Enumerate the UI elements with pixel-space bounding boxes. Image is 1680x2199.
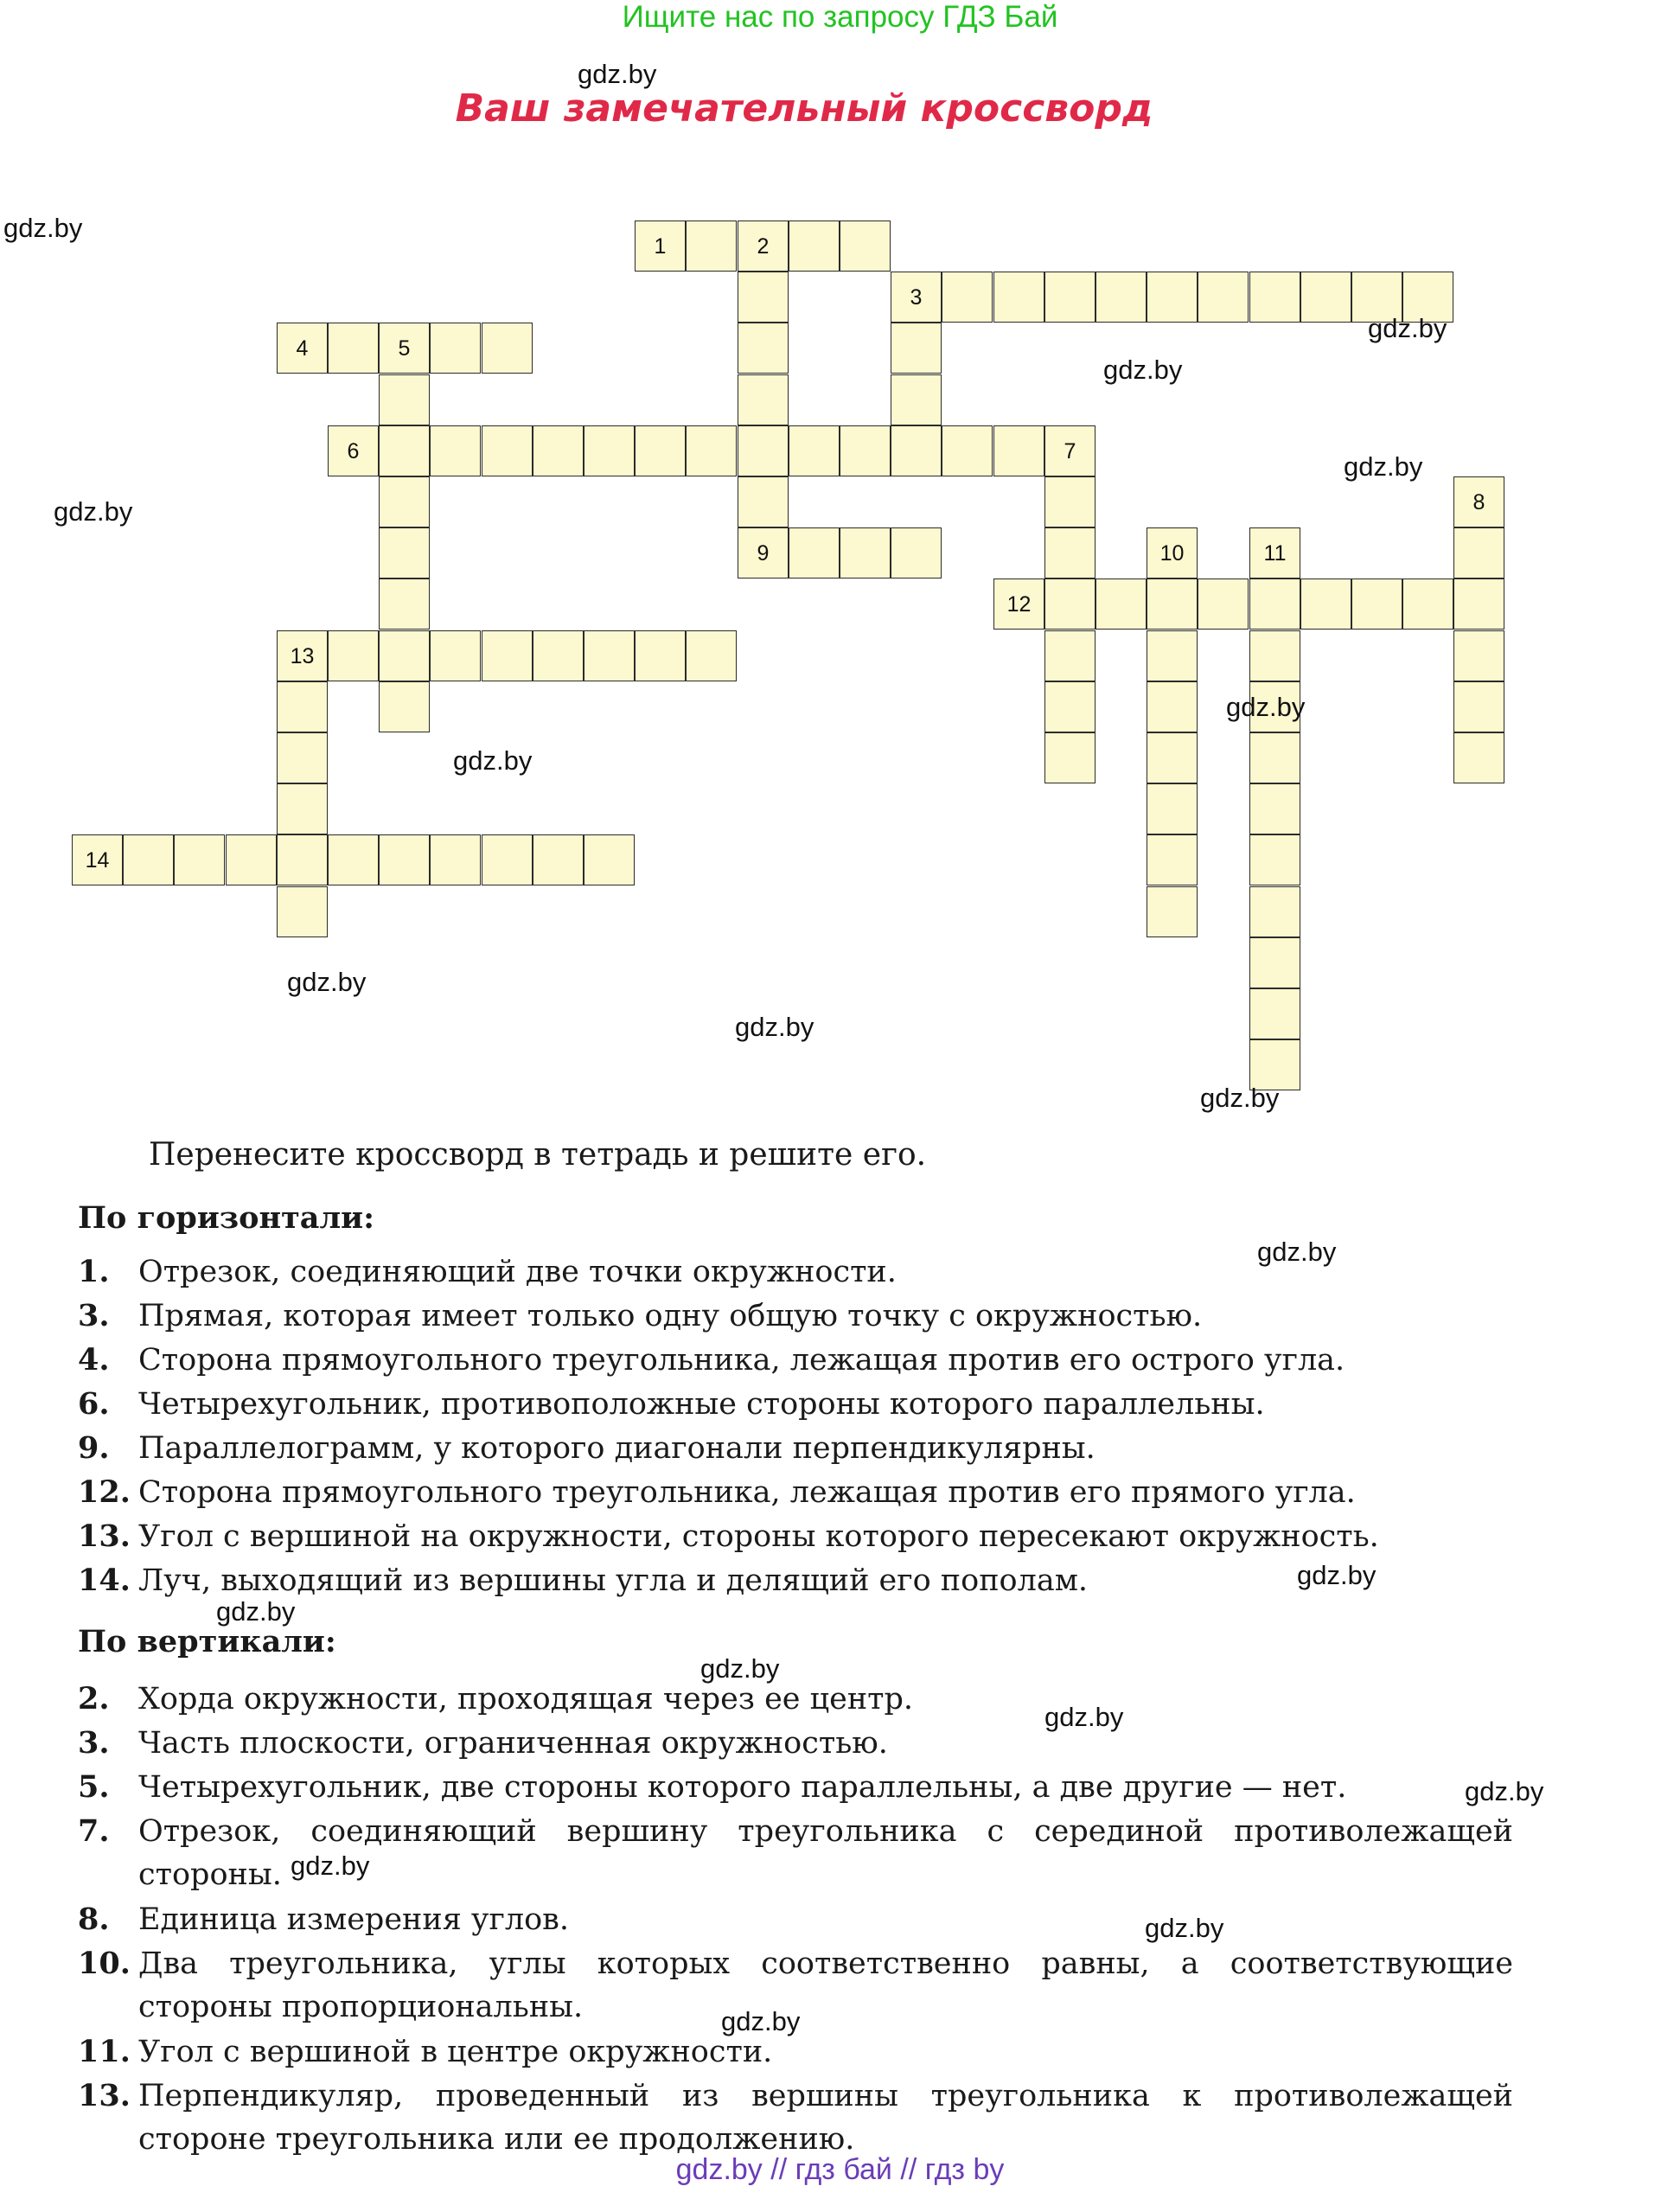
crossword-cell [1147, 886, 1198, 937]
watermark: gdz.by [1200, 1083, 1280, 1113]
crossword-cell [1044, 527, 1096, 579]
crossword-cell [942, 425, 993, 476]
clue-number: 4 [296, 336, 309, 361]
watermark: gdz.by [1297, 1560, 1377, 1590]
crossword-cell [1044, 732, 1096, 783]
crossword-cell [584, 834, 635, 885]
clue-number: 8 [1472, 490, 1485, 515]
crossword-cell [1044, 681, 1096, 732]
clue-v-13: 13. Перпендикуляр, проведенный из вершины треугольника к противолежащей стороне треугольника или ее продолжению. [78, 2078, 1513, 2157]
clue-number: 2 [757, 234, 770, 259]
horizontal-heading: По горизонтали: [78, 1200, 375, 1236]
clue-number: 13 [290, 644, 315, 668]
crossword-cell [328, 425, 379, 476]
clue-h-6: 6. Четырехугольник, противоположные стороны которого параллельны. [78, 1386, 1265, 1422]
crossword-cell [123, 834, 174, 885]
clue-number: 11 [1263, 541, 1287, 566]
clue-h-1: 1. Отрезок, соединяющий две точки окружности. [78, 1254, 897, 1289]
watermark: gdz.by [1465, 1776, 1544, 1806]
crossword-cell [174, 834, 225, 885]
clue-h-13: 13. Угол с вершиной на окружности, стороны которого пересекают окружность. [78, 1518, 1379, 1554]
clue-v-2: 2. Хорда окружности, проходящая через ее центр. [78, 1681, 914, 1716]
crossword-cell [1147, 527, 1198, 579]
crossword-cell [1147, 783, 1198, 834]
crossword-cell [379, 527, 430, 579]
crossword-cell [891, 374, 942, 425]
crossword-cell [1300, 272, 1351, 323]
crossword-cell [1147, 579, 1198, 630]
clue-h-9: 9. Параллелограмм, у которого диагонали перпендикулярны. [78, 1430, 1096, 1466]
crossword-cell [1044, 476, 1096, 527]
crossword-cell [1249, 937, 1300, 988]
crossword-cell [1198, 272, 1249, 323]
crossword-cell [635, 425, 686, 476]
clue-v-5: 5. Четырехугольник, две стороны которого параллельны, а две другие — нет. [78, 1769, 1347, 1805]
watermark: gdz.by [287, 967, 367, 997]
watermark: gdz.by [721, 2006, 801, 2036]
watermark: gdz.by [1257, 1237, 1337, 1267]
watermark: gdz.by [3, 213, 83, 243]
clue-number: 14 [85, 848, 110, 873]
vertical-heading: По вертикали: [78, 1624, 336, 1659]
crossword-cell [686, 425, 737, 476]
crossword-cell [584, 425, 635, 476]
crossword-cell [482, 323, 533, 374]
crossword-cell [686, 630, 737, 681]
clue-number: 6 [347, 439, 360, 463]
crossword-cell [1249, 732, 1300, 783]
crossword-cell [891, 272, 942, 323]
crossword-cell [533, 630, 584, 681]
clue-v-10: 10. Два треугольника, углы которых соответственно равны, а соответствующие стороны пропорциональны. [78, 1946, 1513, 2024]
crossword-cell [430, 323, 481, 374]
crossword-cell [533, 834, 584, 885]
clue-number: 12 [1006, 592, 1032, 617]
crossword-cell [1044, 425, 1096, 476]
crossword-cell [1453, 476, 1504, 527]
top-banner: Ищите нас по запросу ГДЗ Бай [622, 0, 1058, 34]
watermark: gdz.by [54, 496, 133, 527]
crossword-cell [379, 681, 430, 732]
crossword-cell [1249, 783, 1300, 834]
clue-v-8: 8. Единица измерения углов. [78, 1902, 569, 1937]
crossword-cell [1044, 272, 1096, 323]
clue-v-11: 11. Угол с вершиной в центре окружности. [78, 2034, 773, 2069]
crossword-cell [1249, 527, 1300, 579]
crossword-cell [635, 630, 686, 681]
crossword-cell [1147, 834, 1198, 885]
crossword-cell [379, 579, 430, 630]
crossword-cell [1044, 630, 1096, 681]
crossword-cell [1249, 886, 1300, 937]
crossword-cell [738, 425, 789, 476]
crossword-cell [1453, 527, 1504, 579]
crossword-cell [430, 630, 481, 681]
clue-v-7: 7. Отрезок, соединяющий вершину треугольника с серединой противолежащей стороны. [78, 1813, 1513, 1892]
crossword-cell [277, 834, 328, 885]
watermark: gdz.by [453, 745, 533, 776]
crossword-cell [1249, 834, 1300, 885]
clue-h-3: 3. Прямая, которая имеет только одну общую точку с окружностью. [78, 1298, 1203, 1333]
crossword-cell [993, 425, 1044, 476]
crossword-cell [328, 630, 379, 681]
crossword-cell [72, 834, 123, 885]
crossword-cell [738, 272, 789, 323]
crossword-cell [277, 783, 328, 834]
crossword-cell [1147, 681, 1198, 732]
clue-number: 5 [398, 336, 411, 361]
crossword-cell [891, 425, 942, 476]
watermark: gdz.by [735, 1012, 814, 1042]
crossword-cell [1147, 630, 1198, 681]
watermark: gdz.by [578, 59, 657, 89]
crossword-cell [379, 425, 430, 476]
watermark: gdz.by [1344, 451, 1423, 482]
crossword-cell [277, 732, 328, 783]
crossword-cell [482, 425, 533, 476]
crossword-cell [738, 476, 789, 527]
crossword-cell [1147, 732, 1198, 783]
crossword-cell [1453, 630, 1504, 681]
crossword-cell [328, 323, 379, 374]
clue-h-14: 14. Луч, выходящий из вершины угла и делящий его пополам. [78, 1563, 1089, 1598]
clue-number: 10 [1159, 541, 1185, 566]
watermark: gdz.by [1226, 692, 1306, 722]
watermark: gdz.by [291, 1851, 370, 1881]
crossword-cell [379, 630, 430, 681]
clue-number: 7 [1064, 439, 1076, 463]
watermark: gdz.by [700, 1653, 780, 1684]
crossword-cell [1351, 579, 1402, 630]
crossword-cell [1096, 272, 1147, 323]
crossword-cell [226, 834, 277, 885]
clue-number: 9 [757, 541, 770, 566]
clue-number: 1 [654, 234, 667, 259]
crossword-cell [277, 630, 328, 681]
crossword-cell [1147, 272, 1198, 323]
clue-h-12: 12. Сторона прямоугольного треугольника, лежащая против его прямого угла. [78, 1474, 1356, 1510]
crossword-cell [533, 425, 584, 476]
crossword-cell [686, 221, 737, 272]
crossword-cell [789, 425, 840, 476]
watermark: gdz.by [216, 1596, 296, 1627]
crossword-cell [1249, 272, 1300, 323]
clue-number: 3 [910, 285, 923, 310]
watermark: gdz.by [1103, 355, 1183, 385]
watermark: gdz.by [1044, 1702, 1124, 1732]
crossword-cell [1300, 579, 1351, 630]
crossword-cell [738, 221, 789, 272]
crossword-cell [584, 630, 635, 681]
crossword-cell [942, 272, 993, 323]
crossword-cell [840, 527, 891, 579]
crossword-cell [891, 527, 942, 579]
instruction-text: Перенесите кроссворд в тетрадь и решите его. [149, 1137, 927, 1173]
crossword-cell [738, 323, 789, 374]
watermark: gdz.by [1368, 313, 1447, 343]
crossword-cell [1453, 681, 1504, 732]
crossword-cell [1453, 579, 1504, 630]
crossword-cell [430, 834, 481, 885]
crossword-cell [482, 834, 533, 885]
crossword-cell [1402, 579, 1453, 630]
crossword-cell [1044, 579, 1096, 630]
crossword-cell [1096, 579, 1147, 630]
crossword-cell [1249, 988, 1300, 1039]
crossword-cell [789, 527, 840, 579]
crossword-cell [840, 425, 891, 476]
crossword-cell [328, 834, 379, 885]
crossword-cell [789, 221, 840, 272]
crossword-cell [277, 886, 328, 937]
watermark: gdz.by [1145, 1913, 1224, 1943]
crossword-cell [379, 323, 430, 374]
crossword-cell [635, 221, 686, 272]
crossword-cell [379, 834, 430, 885]
crossword-cell [738, 527, 789, 579]
crossword-cell [1249, 579, 1300, 630]
crossword-cell [277, 323, 328, 374]
crossword-cell [482, 630, 533, 681]
crossword-cell [1198, 579, 1249, 630]
footer-links: gdz.by // гдз бай // гдз by [675, 2153, 1005, 2186]
clue-v-3: 3. Часть плоскости, ограниченная окружностью. [78, 1725, 888, 1761]
crossword-cell [277, 681, 328, 732]
crossword-cell [1249, 630, 1300, 681]
crossword-cell [1453, 732, 1504, 783]
crossword-cell [738, 374, 789, 425]
clue-h-4: 4. Сторона прямоугольного треугольника, лежащая против его острого угла. [78, 1342, 1345, 1378]
crossword-cell [379, 374, 430, 425]
crossword-cell [840, 221, 891, 272]
crossword-cell [891, 323, 942, 374]
crossword-cell [993, 579, 1044, 630]
crossword-cell [430, 425, 481, 476]
crossword-cell [993, 272, 1044, 323]
page-title: Ваш замечательный кроссворд [455, 86, 1153, 131]
crossword-cell [379, 476, 430, 527]
